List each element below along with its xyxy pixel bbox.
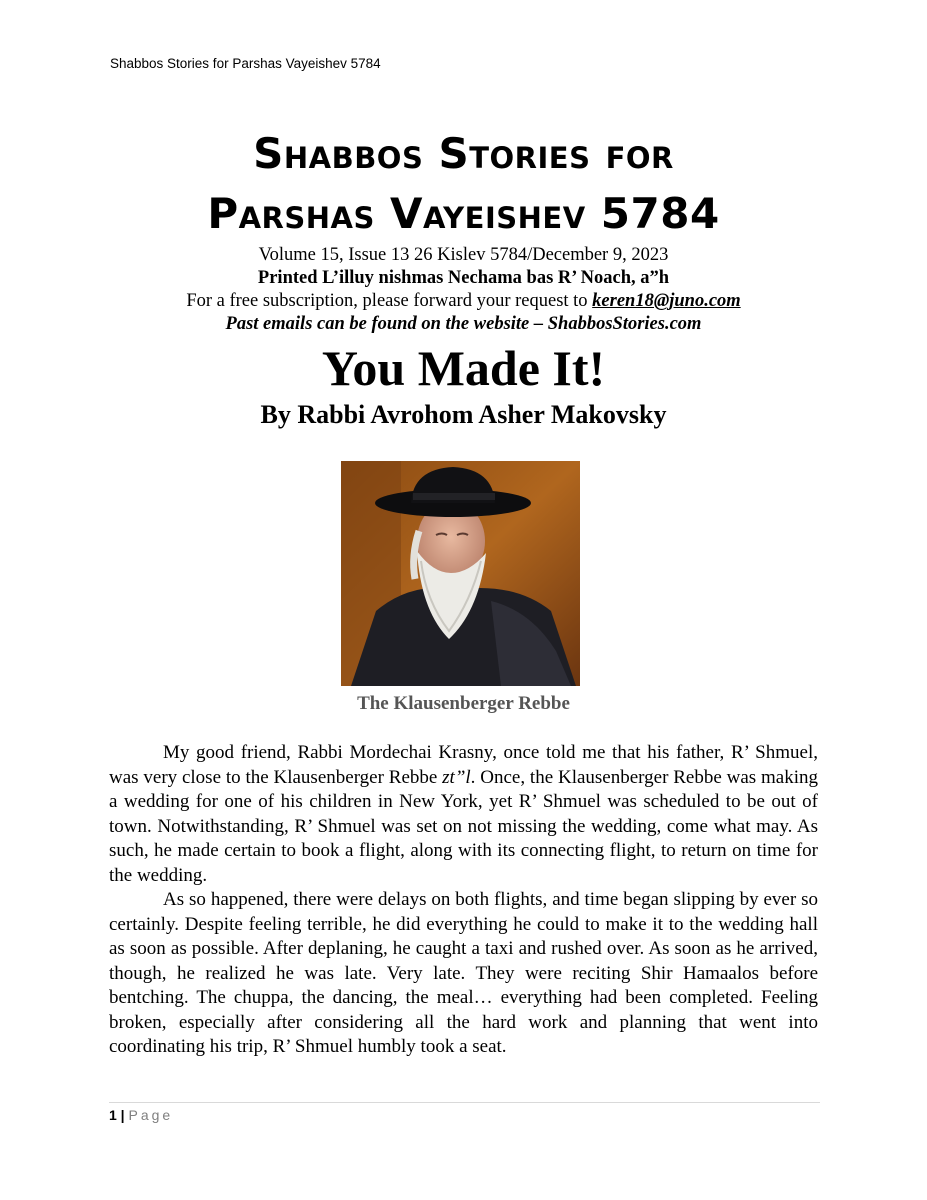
subscription-line [0, 290, 927, 313]
running-header: Shabbos Stories for Parshas Vayeishev 5784 [110, 56, 381, 71]
dedication-line: Printed L’illuy nishmas Nechama bas R’ Noach, a”h [257, 268, 670, 288]
subscription-email-link[interactable]: keren18@juno.com [592, 291, 741, 311]
page-footer [109, 1107, 173, 1123]
story-byline: By Rabbi Avrohom Asher Makovsky [260, 400, 667, 429]
page-label: Page [128, 1107, 174, 1123]
story-title: You Made It! [321, 340, 606, 396]
newsletter-title [0, 124, 927, 244]
title-line-1: Shabbos Stories for [253, 129, 674, 178]
volume-line: Volume 15, Issue 13 26 Kislev 5784/December 9, 2023 [258, 245, 669, 265]
issue-info [0, 244, 927, 336]
paragraph-2: As so happened, there were delays on both flights, and time began slipping by ever so certainly. Despite feeling terrible, he did everything he could to make it to the wedding hall as soon as possible. After deplaning, he caught a taxi and rushed over. As soon as he arrived, though, he realized he was late. Very late. They were reciting Shir Hamaalos before bentching. The chuppa, the dancing, the meal… everything had been completed. Feeling broken, especially after considering all the hard work and planning that went into coordinating his trip, R’ Shmuel humbly took a seat. [109, 889, 818, 1057]
story-body [109, 741, 818, 1060]
rebbe-photo [341, 461, 580, 686]
subscription-text: For a free subscription, please forward your request to [186, 291, 593, 311]
footer-separator: | [116, 1107, 129, 1123]
website-line: Past emails can be found on the website – ShabbosStories.com [225, 314, 702, 334]
masthead [0, 124, 927, 432]
page-number: 1 [109, 1107, 117, 1123]
footer-divider [109, 1102, 820, 1103]
paragraph-1: My good friend, Rabbi Mordechai Krasny, once told me that his father, R’ Shmuel, was very close to the Klausenberger Rebbe zt”l. Once, the Klausenberger Rebbe was making a wedding for one of his children in New York, yet R’ Shmuel was scheduled to be out of town. Notwithstanding, R’ Shmuel was set on not missing the wedding, come what may. As such, he made certain to book a flight, along with its connecting flight, to return on time for the wedding. [109, 742, 818, 886]
title-line-2: Parshas Vayeishev 5784 [207, 189, 720, 238]
portrait-image [341, 461, 580, 686]
photo-caption: The Klausenberger Rebbe [357, 693, 570, 714]
honorific: zt”l [442, 766, 471, 788]
